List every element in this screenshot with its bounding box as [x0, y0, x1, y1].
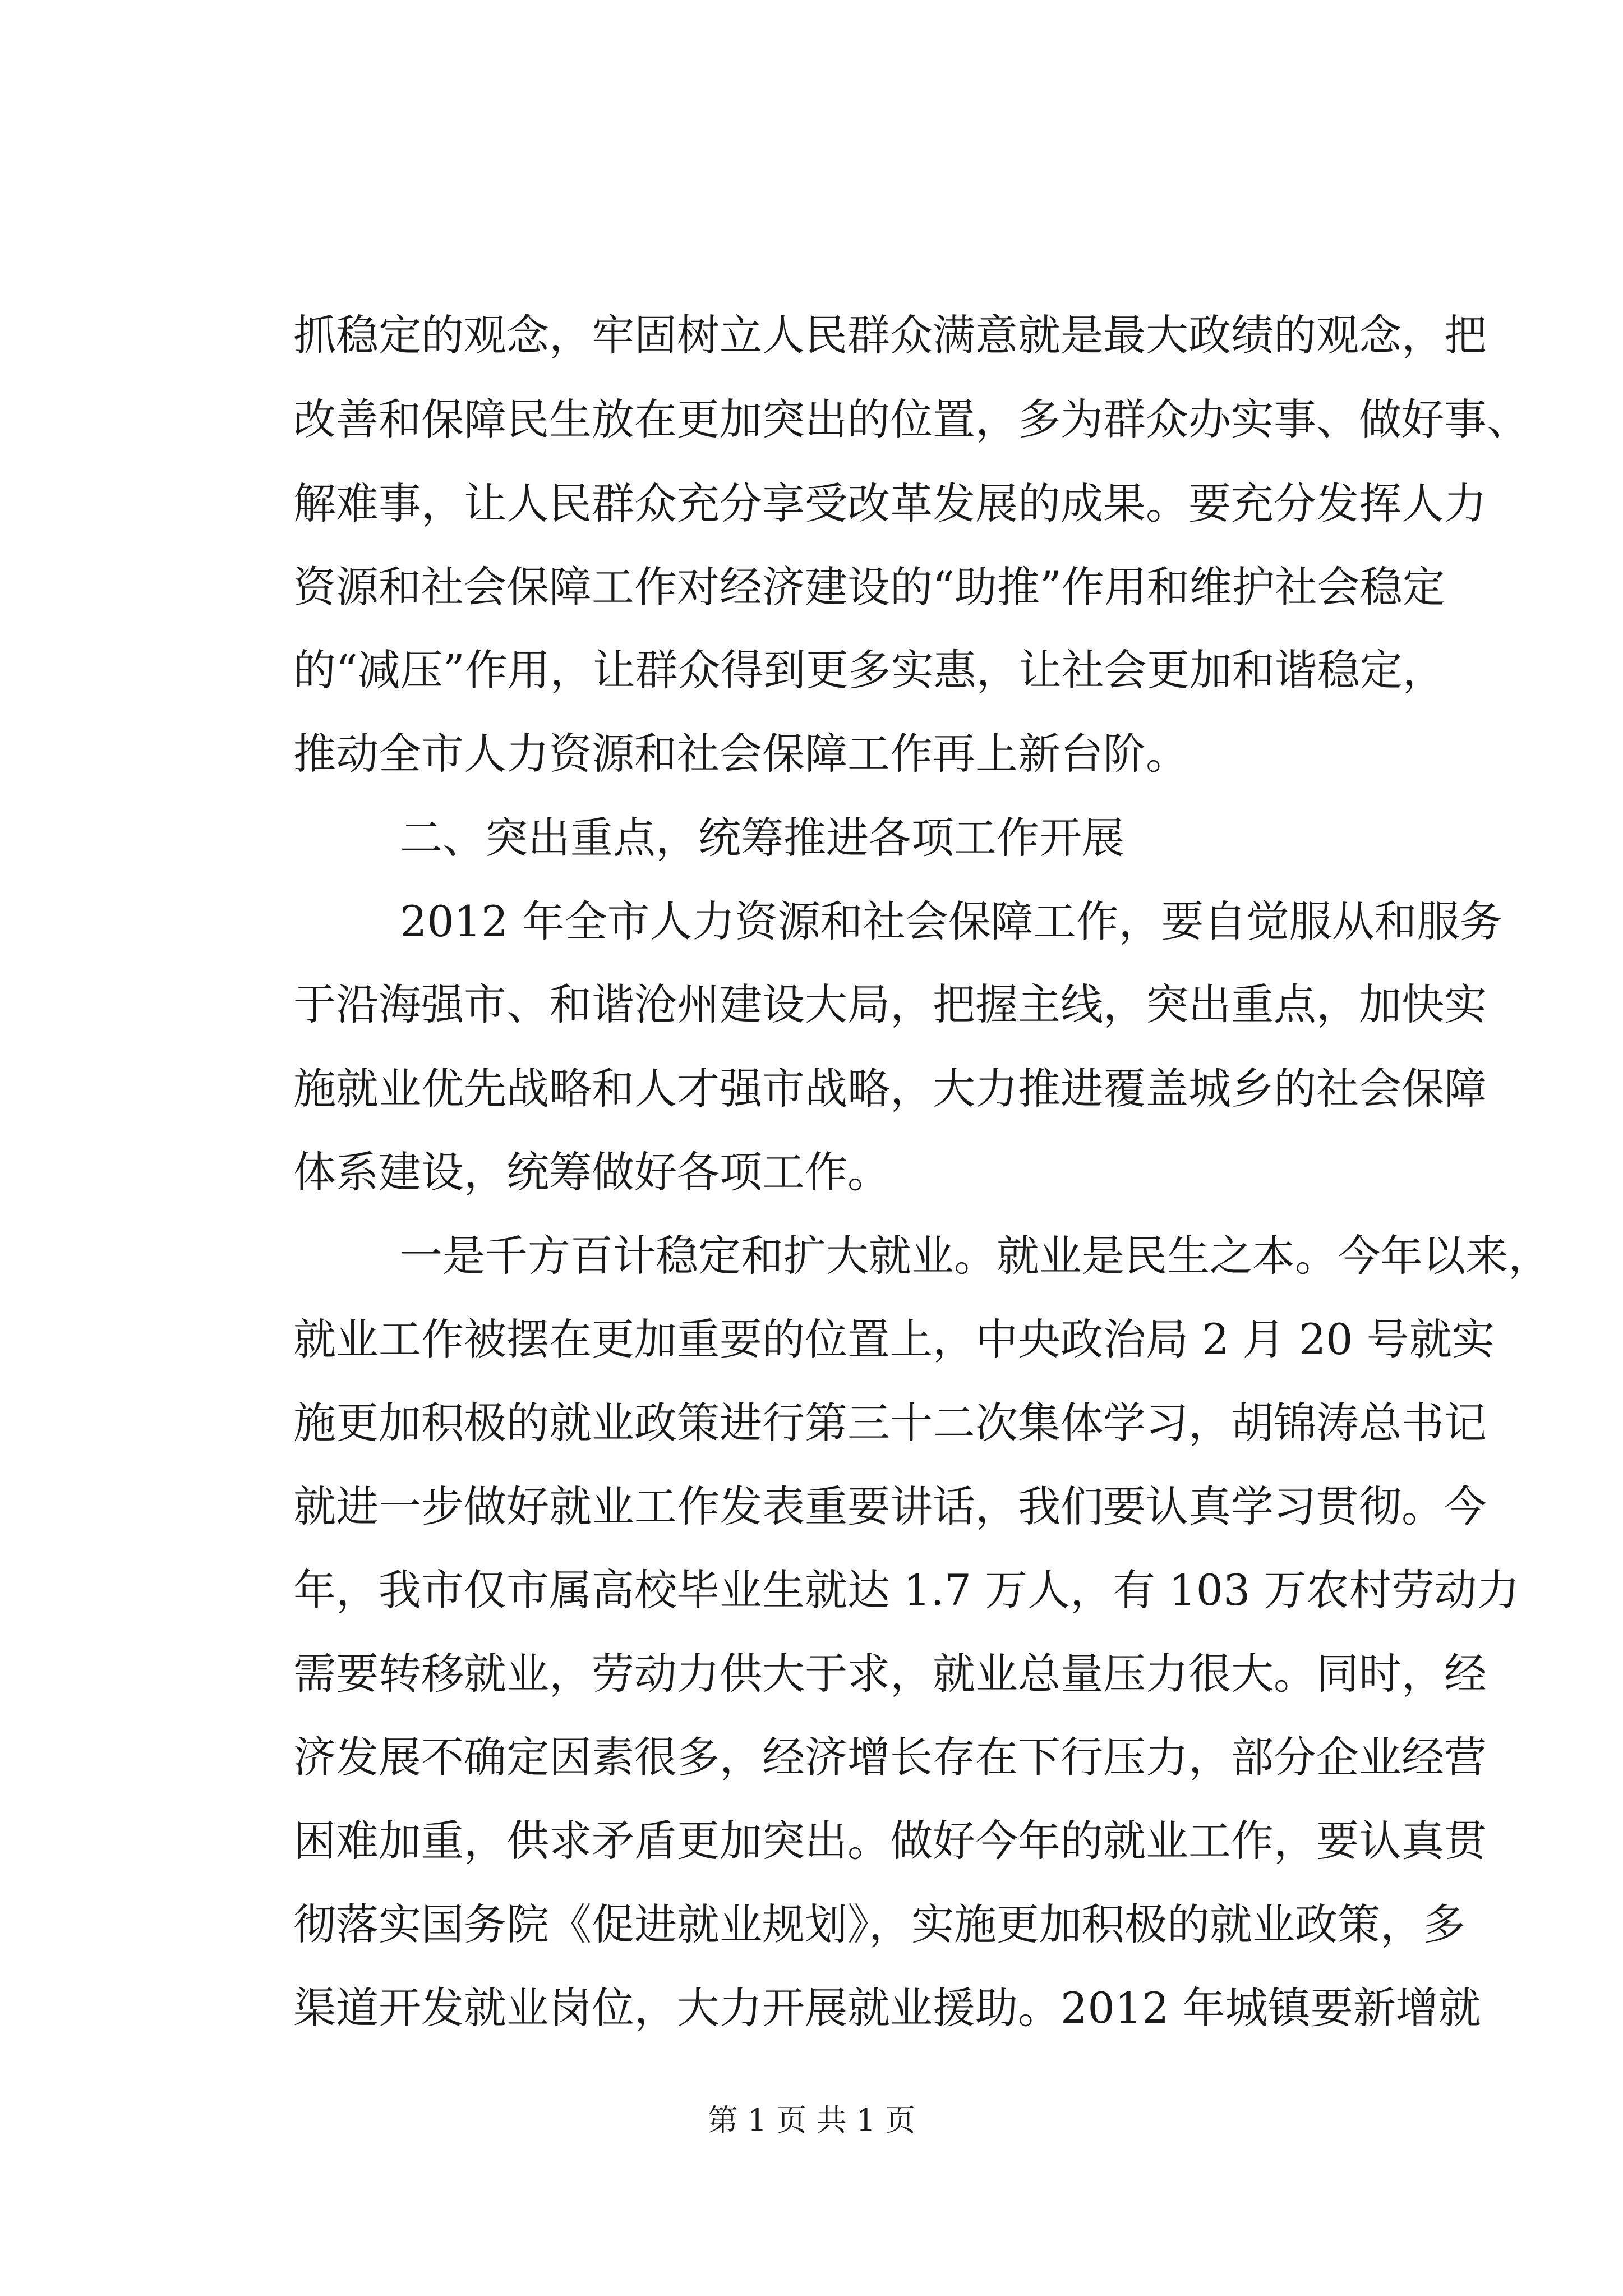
body-text-line: 抓稳定的观念，牢固树立人民群众满意就是最大政绩的观念，把: [293, 310, 1487, 360]
body-text-line: 改善和保障民生放在更加突出的位置，多为群众办实事、做好事、: [293, 394, 1529, 444]
body-text-line: 的“减压”作用，让群众得到更多实惠，让社会更加和谐稳定，: [293, 645, 1445, 695]
body-text-line: 2012 年全市人力资源和社会保障工作，要自觉服从和服务: [400, 896, 1502, 946]
body-text-line: 渠道开发就业岗位，大力开展就业援助。2012 年城镇要新增就: [293, 1983, 1481, 2033]
body-text-line: 解难事，让人民群众充分享受改革发展的成果。要充分发挥人力: [293, 478, 1487, 528]
body-text-line: 济发展不确定因素很多，经济增长存在下行压力，部分企业经营: [293, 1732, 1487, 1782]
body-text-line: 需要转移就业，劳动力供大于求，就业总量压力很大。同时，经: [293, 1649, 1487, 1699]
section-heading: 二、突出重点，统筹推进各项工作开展: [400, 813, 1124, 863]
body-text-line: 体系建设，统筹做好各项工作。: [293, 1147, 890, 1197]
body-text-line: 推动全市人力资源和社会保障工作再上新台阶。: [293, 729, 1188, 779]
body-text-line: 困难加重，供求矛盾更加突出。做好今年的就业工作，要认真贯: [293, 1816, 1487, 1866]
body-text-line: 一是千方百计稳定和扩大就业。就业是民生之本。今年以来，: [400, 1231, 1551, 1281]
page-footer: 第 1 页 共 1 页: [707, 2102, 916, 2138]
body-text-line: 于沿海强市、和谐沧州建设大局，把握主线，突出重点，加快实: [293, 979, 1487, 1029]
body-text-line: 就业工作被摆在更加重要的位置上，中央政治局 2 月 20 号就实: [293, 1314, 1495, 1364]
body-text-line: 施更加积极的就业政策进行第三十二次集体学习，胡锦涛总书记: [293, 1398, 1487, 1448]
body-text-line: 施就业优先战略和人才强市战略，大力推进覆盖城乡的社会保障: [293, 1064, 1487, 1114]
body-text-line: 就进一步做好就业工作发表重要讲话，我们要认真学习贯彻。今: [293, 1481, 1487, 1531]
body-text-line: 年，我市仅市属高校毕业生就达 1.7 万人，有 103 万农村劳动力: [293, 1565, 1520, 1615]
body-text-line: 彻落实国务院《促进就业规划》，实施更加积极的就业政策，多: [293, 1899, 1465, 1949]
body-text-line: 资源和社会保障工作对经济建设的“助推”作用和维护社会稳定: [293, 562, 1445, 612]
